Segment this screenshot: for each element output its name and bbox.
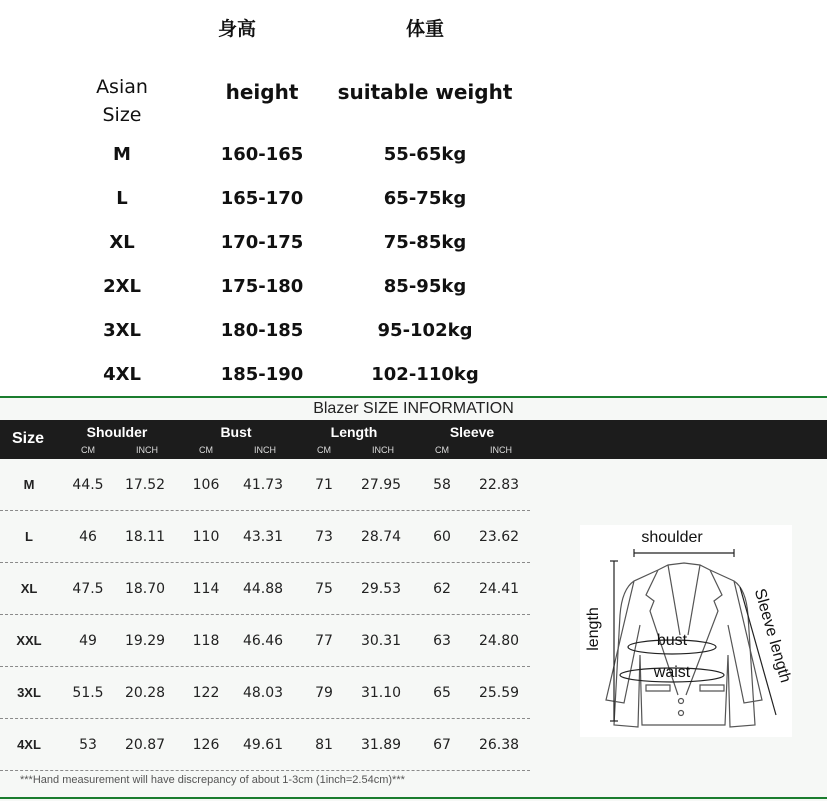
- shoulder-cm-cell: 53: [79, 737, 97, 753]
- blazer-caption: Blazer SIZE INFORMATION: [313, 400, 514, 417]
- blazer-size-cell: XL: [20, 581, 38, 596]
- diagram-label-waist: waist: [653, 664, 691, 681]
- height-header: height: [225, 80, 299, 104]
- blazer-measurement-icon: [580, 525, 792, 737]
- asian-height-cell: 170-175: [220, 232, 304, 253]
- length-cm-cell: 75: [315, 581, 333, 597]
- length-cm-cell: 81: [315, 737, 333, 753]
- length-cm-cell: 73: [315, 529, 333, 545]
- sleeve-inch-cell: 23.62: [478, 529, 520, 545]
- asian-height-cell: 165-170: [220, 188, 304, 209]
- cn-weight-label: 体重: [405, 18, 444, 40]
- shoulder-inch-cell: 18.11: [124, 529, 166, 545]
- bust-cm-cell: 122: [192, 685, 220, 701]
- bust-inch-cell: 46.46: [242, 633, 284, 649]
- shoulder-inch-cell: 20.28: [124, 685, 166, 701]
- shoulder-cm-cell: 49: [79, 633, 97, 649]
- asian-weight-cell: 102-110kg: [371, 364, 479, 385]
- cn-height-label: 身高: [217, 18, 256, 40]
- bust-inch-cell: 41.73: [242, 477, 284, 493]
- blazer-size-cell: XXL: [16, 633, 42, 648]
- asian-size-cell: 3XL: [103, 320, 141, 341]
- sleeve-cm-cell: 62: [433, 581, 451, 597]
- weight-header: suitable weight: [337, 80, 513, 104]
- sleeve-inch-cell: 25.59: [478, 685, 520, 701]
- unit-cm: CM: [81, 445, 95, 455]
- length-cm-cell: 71: [315, 477, 333, 493]
- shoulder-inch-cell: 18.70: [124, 581, 166, 597]
- bust-inch-cell: 49.61: [242, 737, 284, 753]
- unit-cm: CM: [199, 445, 213, 455]
- length-header: Length: [330, 424, 378, 440]
- unit-inch: INCH: [490, 445, 512, 455]
- sleeve-inch-cell: 24.41: [478, 581, 520, 597]
- bust-inch-cell: 44.88: [242, 581, 284, 597]
- blazer-size-cell: M: [23, 477, 35, 492]
- length-inch-cell: 27.95: [360, 477, 402, 493]
- asian-weight-cell: 75-85kg: [383, 232, 467, 253]
- asian-height-cell: 160-165: [220, 144, 304, 165]
- row-separator: [0, 666, 530, 667]
- diagram-label-shoulder: shoulder: [641, 529, 703, 546]
- bust-inch-cell: 48.03: [242, 685, 284, 701]
- asian-size-cell: 4XL: [103, 364, 141, 385]
- asian-size-cell: 2XL: [103, 276, 141, 297]
- unit-cm: CM: [435, 445, 449, 455]
- length-cm-cell: 77: [315, 633, 333, 649]
- diagram-label-bust: bust: [656, 632, 688, 649]
- sleeve-inch-cell: 22.83: [478, 477, 520, 493]
- length-inch-cell: 31.89: [360, 737, 402, 753]
- unit-inch: INCH: [254, 445, 276, 455]
- sleeve-header: Sleeve: [449, 424, 495, 440]
- unit-inch: INCH: [136, 445, 158, 455]
- sleeve-inch-cell: 24.80: [478, 633, 520, 649]
- length-inch-cell: 29.53: [360, 581, 402, 597]
- shoulder-header: Shoulder: [86, 424, 148, 440]
- unit-inch: INCH: [372, 445, 394, 455]
- sleeve-cm-cell: 58: [433, 477, 451, 493]
- unit-cm: CM: [317, 445, 331, 455]
- measurement-note: ***Hand measurement will have discrepancy of about 1-3cm (1inch=2.54cm)***: [20, 774, 405, 786]
- row-separator: [0, 614, 530, 615]
- size-header: Size: [12, 430, 45, 447]
- asian-weight-cell: 95-102kg: [377, 320, 473, 341]
- shoulder-cm-cell: 46: [79, 529, 97, 545]
- length-inch-cell: 28.74: [360, 529, 402, 545]
- row-separator: [0, 562, 530, 563]
- length-cm-cell: 79: [315, 685, 333, 701]
- bust-cm-cell: 126: [192, 737, 220, 753]
- asian-weight-cell: 85-95kg: [383, 276, 467, 297]
- bust-cm-cell: 110: [192, 529, 220, 545]
- asian-weight-cell: 65-75kg: [383, 188, 467, 209]
- shoulder-inch-cell: 17.52: [124, 477, 166, 493]
- blazer-table-header: [0, 420, 827, 459]
- asian-height-cell: 175-180: [220, 276, 304, 297]
- blazer-size-cell: 3XL: [17, 685, 41, 700]
- blazer-size-cell: 4XL: [17, 737, 41, 752]
- asian-size-header-line2: Size: [102, 104, 142, 126]
- divider-top: [0, 396, 827, 398]
- shoulder-inch-cell: 19.29: [124, 633, 166, 649]
- sleeve-cm-cell: 67: [433, 737, 451, 753]
- blazer-size-cell: L: [25, 529, 33, 544]
- asian-size-header-line1: Asian: [96, 76, 148, 98]
- bust-cm-cell: 114: [192, 581, 220, 597]
- shoulder-cm-cell: 51.5: [72, 685, 104, 701]
- row-separator: [0, 718, 530, 719]
- shoulder-inch-cell: 20.87: [124, 737, 166, 753]
- bust-inch-cell: 43.31: [242, 529, 284, 545]
- shoulder-cm-cell: 44.5: [72, 477, 104, 493]
- sleeve-inch-cell: 26.38: [478, 737, 520, 753]
- sleeve-cm-cell: 63: [433, 633, 451, 649]
- blazer-diagram-svg: [580, 525, 792, 737]
- asian-size-cell: L: [116, 188, 128, 209]
- sleeve-cm-cell: 65: [433, 685, 451, 701]
- asian-height-cell: 185-190: [220, 364, 304, 385]
- asian-size-cell: M: [113, 144, 131, 165]
- asian-weight-cell: 55-65kg: [383, 144, 467, 165]
- length-inch-cell: 31.10: [360, 685, 402, 701]
- sleeve-cm-cell: 60: [433, 529, 451, 545]
- length-inch-cell: 30.31: [360, 633, 402, 649]
- bust-cm-cell: 118: [192, 633, 220, 649]
- bust-header: Bust: [220, 424, 252, 440]
- diagram-label-sleeve: Sleeve length: [750, 586, 792, 685]
- asian-size-cell: XL: [109, 232, 135, 253]
- shoulder-cm-cell: 47.5: [72, 581, 104, 597]
- row-separator: [0, 510, 530, 511]
- diagram-label-length: length: [585, 607, 602, 651]
- divider-bottom: [0, 797, 827, 799]
- row-separator: [0, 770, 530, 771]
- asian-height-cell: 180-185: [220, 320, 304, 341]
- bust-cm-cell: 106: [192, 477, 220, 493]
